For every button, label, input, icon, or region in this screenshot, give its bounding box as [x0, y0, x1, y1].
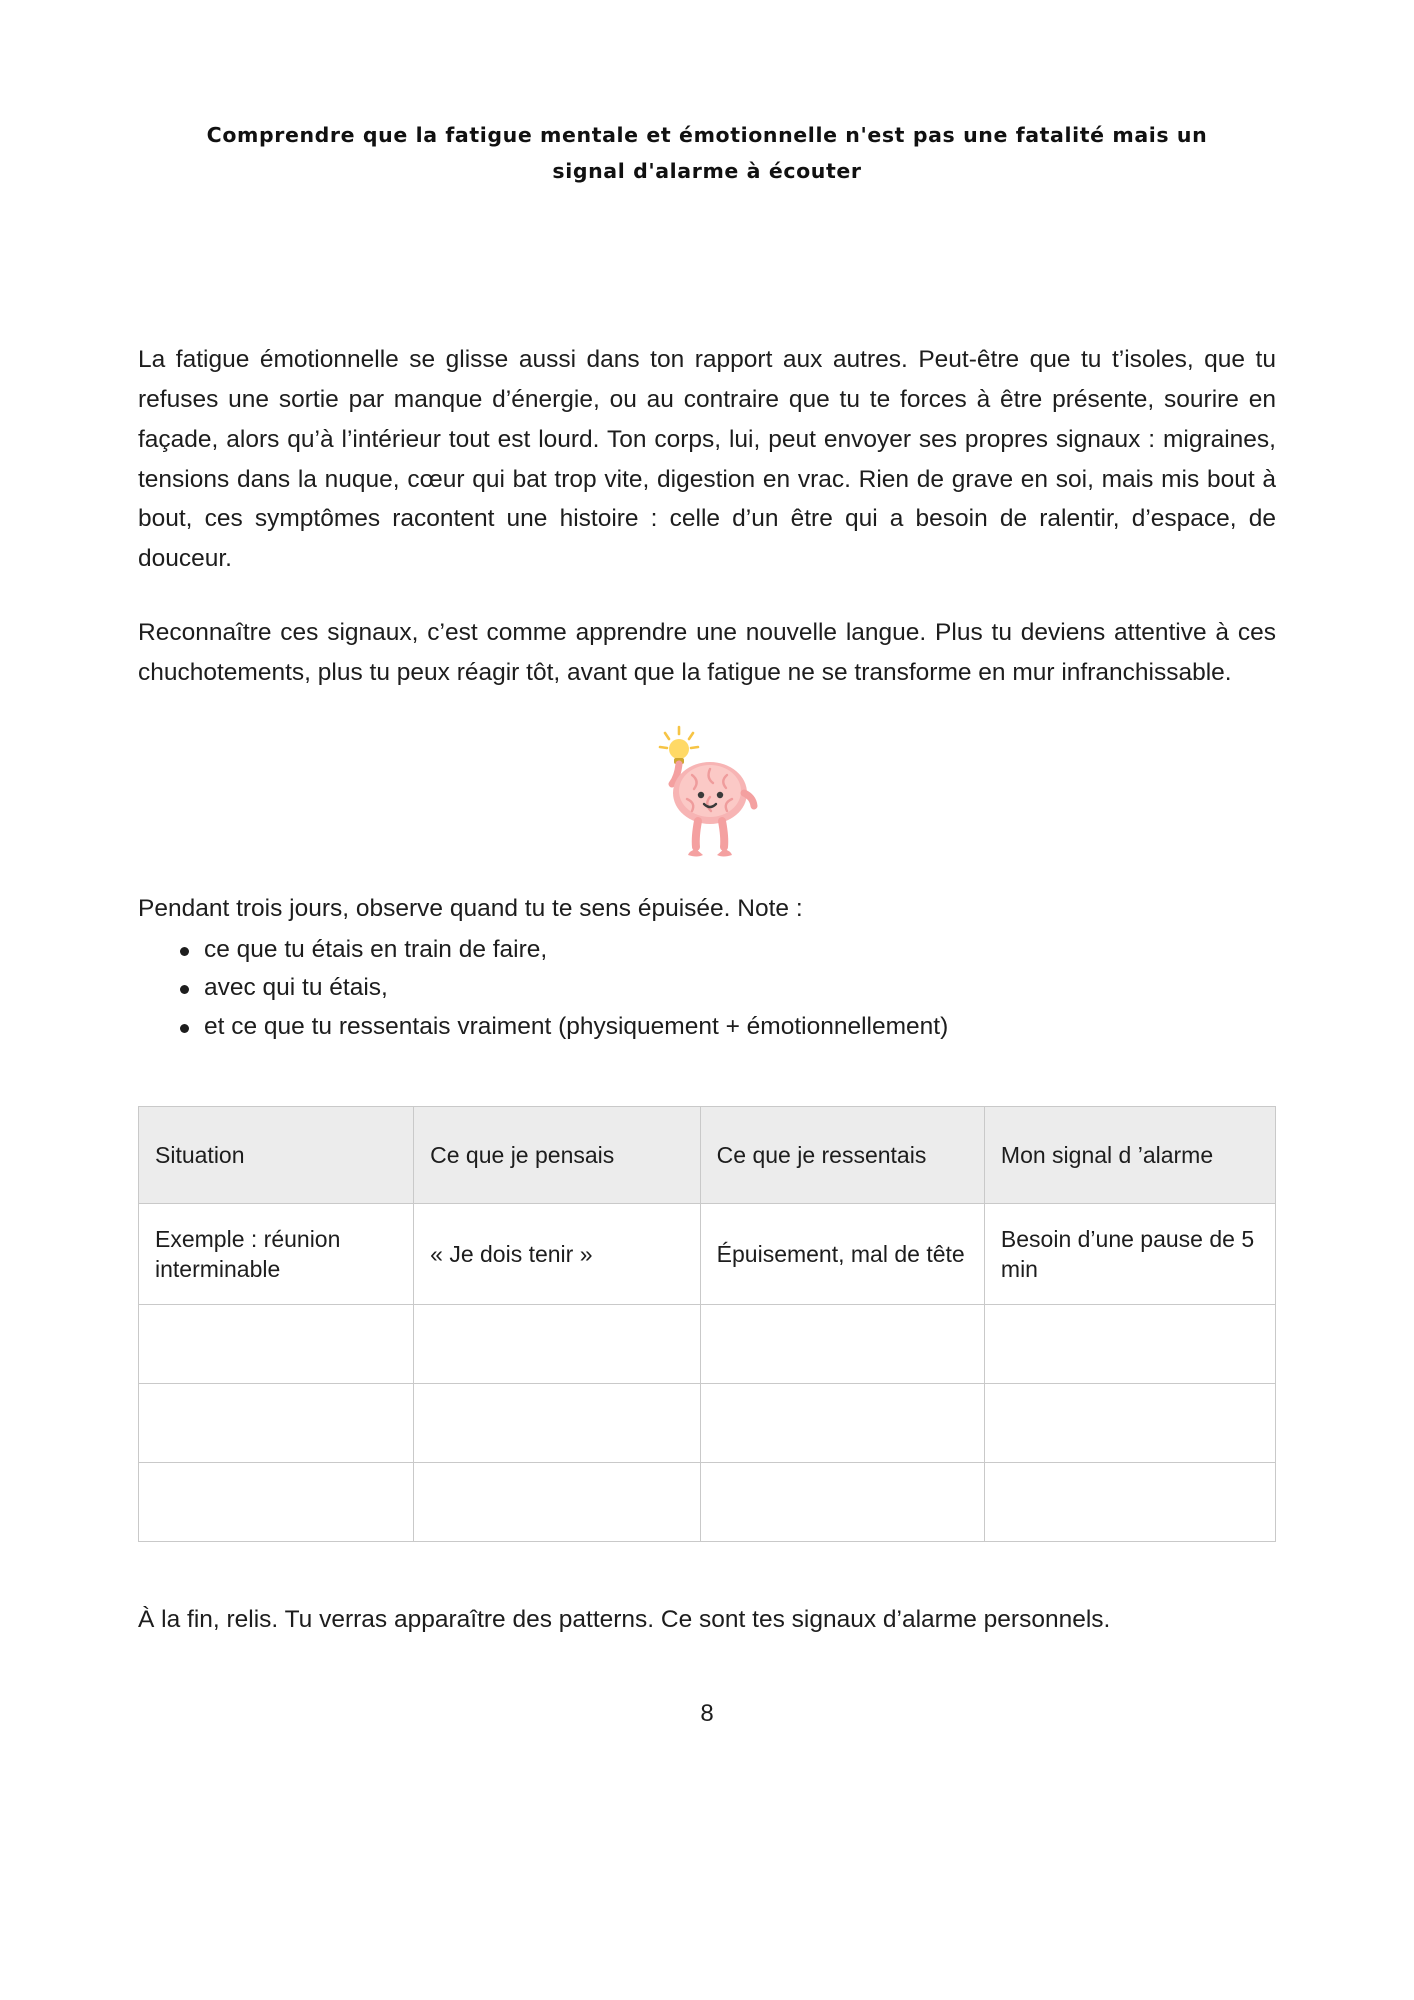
table-cell[interactable]	[139, 1463, 414, 1542]
table-row	[139, 1204, 1276, 1305]
table-cell[interactable]	[139, 1305, 414, 1384]
table-cell: Exemple : réunion interminable	[139, 1204, 414, 1305]
table-cell[interactable]	[700, 1384, 984, 1463]
page-number: 8	[700, 1700, 714, 1728]
table-cell[interactable]	[984, 1384, 1275, 1463]
table-cell[interactable]	[984, 1463, 1275, 1542]
table-row[interactable]	[139, 1305, 1276, 1384]
signals-worksheet-table	[138, 1106, 1276, 1542]
table-cell[interactable]	[414, 1463, 701, 1542]
table-cell[interactable]	[700, 1305, 984, 1384]
table-header-feelings: Ce que je ressentais	[700, 1107, 984, 1204]
paragraph-closing: À la fin, relis. Tu verras apparaître des patterns. Ce sont tes signaux d’alarme personnels.	[138, 1606, 1111, 1634]
list-item: ce que tu étais en train de faire,	[180, 932, 1276, 968]
table-row[interactable]	[139, 1384, 1276, 1463]
table-header-alarm-signal: Mon signal d ’alarme	[984, 1107, 1275, 1204]
table-header	[139, 1107, 1276, 1204]
table-cell[interactable]	[414, 1384, 701, 1463]
page-title: Comprendre que la fatigue mentale et émotionnelle n'est pas une fatalité mais un signal d'alarme à écouter	[206, 123, 1208, 183]
title-spacer	[138, 190, 1276, 340]
table-cell[interactable]	[139, 1384, 414, 1463]
table-cell[interactable]	[700, 1463, 984, 1542]
exercise-intro: Pendant trois jours, observe quand tu te sens épuisée. Note :	[138, 895, 803, 923]
brain-with-lightbulb-icon	[632, 721, 782, 861]
list-item: avec qui tu étais,	[180, 970, 1276, 1006]
table-row[interactable]	[139, 1463, 1276, 1542]
table-header-situation: Situation	[139, 1107, 414, 1204]
paragraph-recognizing-signals: Reconnaître ces signaux, c’est comme apprendre une nouvelle langue. Plus tu deviens attentive à ces chuchotements, plus tu peux réagir tôt, avant que la fatigue ne se transforme en mur infranchissable.	[138, 619, 1276, 687]
table-header-thoughts: Ce que je pensais	[414, 1107, 701, 1204]
table-cell[interactable]	[414, 1305, 701, 1384]
table-gap	[138, 1542, 1276, 1600]
illustration-container	[138, 721, 1276, 861]
table-cell: « Je dois tenir »	[414, 1204, 701, 1305]
list-item: et ce que tu ressentais vraiment (physiquement + émotionnellement)	[180, 1009, 1276, 1045]
paragraph-emotional-fatigue: La fatigue émotionnelle se glisse aussi dans ton rapport aux autres. Peut-être que tu t’isoles, que tu refuses une sortie par manque d’énergie, ou au contraire que tu te forces à être présente, sourire en façade, alors qu’à l’intérieur tout est lourd. Ton corps, lui, peut envoyer ses propres signaux : migraines, tensions dans la nuque, cœur qui bat trop vite, digestion en vrac. Rien de grave en soi, mais mis bout à bout, ces symptômes racontent une histoire : celle d’un être qui a besoin de ralentir, d’espace, de douceur.	[138, 345, 1276, 573]
table-cell: Épuisement, mal de tête	[700, 1204, 984, 1305]
table-header-row	[139, 1107, 1276, 1204]
table-body	[139, 1204, 1276, 1542]
table-cell[interactable]	[984, 1305, 1275, 1384]
paragraph-gap-1	[138, 579, 1276, 613]
exercise-list	[138, 932, 1276, 1045]
table-cell: Besoin d’une pause de 5 min	[984, 1204, 1275, 1305]
